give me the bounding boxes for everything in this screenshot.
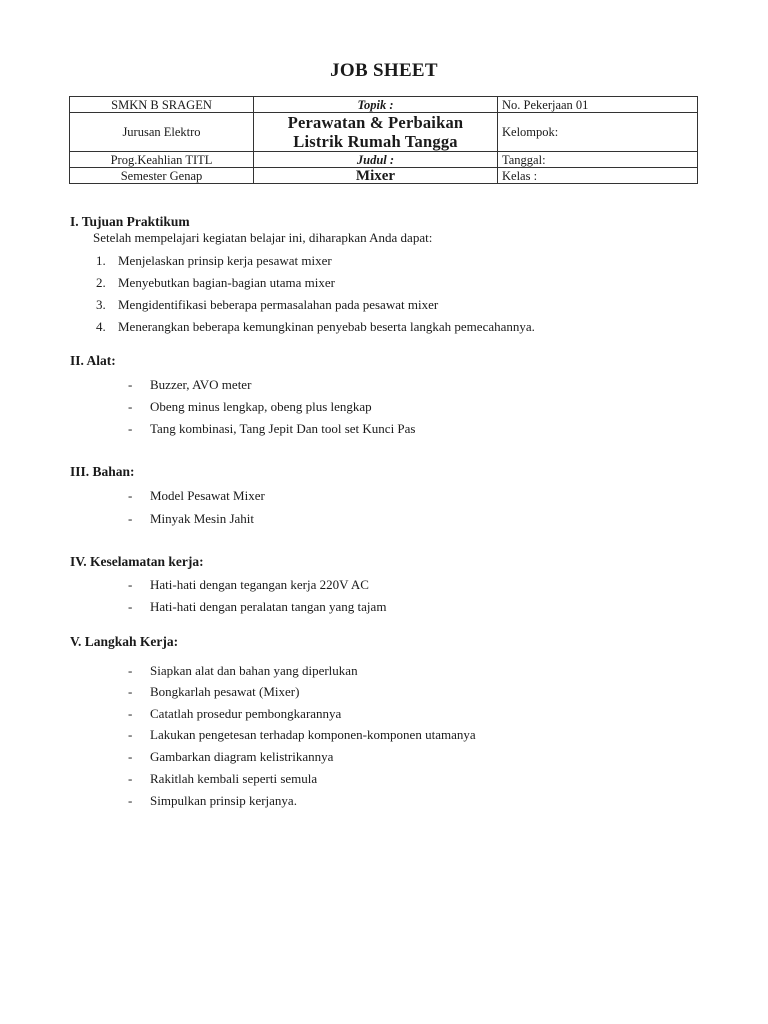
dash-bullet: - [128, 793, 133, 808]
dash-bullet: - [128, 771, 133, 786]
langkah-item [128, 684, 299, 700]
topik-value-cell [254, 113, 498, 152]
item-text: Menerangkan beberapa kemungkinan penyebab beserta langkah pemecahannya. [118, 319, 535, 334]
langkah-item [128, 706, 341, 722]
dash-bullet: - [128, 684, 133, 699]
kelompok-cell: Kelompok: [498, 113, 698, 152]
item-number: 3. [96, 297, 106, 312]
bahan-item [128, 488, 265, 504]
tujuan-heading: I. Tujuan Praktikum [70, 214, 190, 229]
semester-cell: Semester Genap [70, 168, 254, 184]
keselamatan-item [128, 577, 369, 593]
dash-bullet: - [128, 706, 133, 721]
tujuan-item [96, 275, 335, 291]
item-text: Obeng minus lengkap, obeng plus lengkap [150, 399, 372, 414]
topik-label-cell: Topik : [254, 97, 498, 113]
keselamatan-heading: IV. Keselamatan kerja: [70, 554, 204, 569]
dash-bullet: - [128, 399, 133, 414]
dash-bullet: - [128, 663, 133, 678]
langkah-item [128, 663, 358, 679]
item-text: Hati-hati dengan tegangan kerja 220V AC [150, 577, 369, 592]
dash-bullet: - [128, 599, 133, 614]
dash-bullet: - [128, 377, 133, 392]
dash-bullet: - [128, 727, 133, 742]
item-text: Bongkarlah pesawat (Mixer) [150, 684, 300, 699]
alat-item [128, 421, 416, 437]
item-text: Tang kombinasi, Tang Jepit Dan tool set Kunci Pas [150, 421, 416, 436]
dash-bullet: - [128, 511, 133, 526]
langkah-item [128, 749, 333, 765]
langkah-heading: V. Langkah Kerja: [70, 634, 179, 649]
topik-line-2: Listrik Rumah Tangga [293, 132, 458, 151]
program-cell: Prog.Keahlian TITL [70, 152, 254, 168]
item-text: Menyebutkan bagian-bagian utama mixer [118, 275, 335, 290]
dash-bullet: - [128, 577, 133, 592]
item-text: Menjelaskan prinsip kerja pesawat mixer [118, 253, 332, 268]
judul-label-cell: Judul : [254, 152, 498, 168]
header-row-2 [70, 113, 698, 152]
school-cell: SMKN B SRAGEN [70, 97, 254, 113]
tanggal-cell: Tanggal: [498, 152, 698, 168]
kelas-cell: Kelas : [498, 168, 698, 184]
no-pekerjaan-cell: No. Pekerjaan 01 [498, 97, 698, 113]
tujuan-item [96, 297, 438, 313]
header-row-4 [70, 168, 698, 184]
item-number: 4. [96, 319, 106, 334]
item-number: 2. [96, 275, 106, 290]
judul-value-cell: Mixer [254, 168, 498, 184]
header-row-3 [70, 152, 698, 168]
item-text: Hati-hati dengan peralatan tangan yang tajam [150, 599, 387, 614]
langkah-item [128, 771, 317, 787]
topik-line-1: Perawatan & Perbaikan [287, 113, 464, 132]
dash-bullet: - [128, 421, 133, 436]
tujuan-intro: Setelah mempelajari kegiatan belajar ini, diharapkan Anda dapat: [93, 230, 433, 245]
document-title: JOB SHEET [330, 60, 438, 81]
item-text: Lakukan pengetesan terhadap komponen-komponen utamanya [150, 727, 476, 742]
tujuan-item [96, 319, 535, 335]
jurusan-cell: Jurusan Elektro [70, 113, 254, 152]
alat-heading: II. Alat: [70, 353, 116, 368]
tujuan-item [96, 253, 332, 269]
bahan-item [128, 511, 254, 527]
item-text: Minyak Mesin Jahit [150, 511, 254, 526]
dash-bullet: - [128, 749, 133, 764]
item-text: Gambarkan diagram kelistrikannya [150, 749, 334, 764]
bahan-heading: III. Bahan: [70, 464, 135, 479]
langkah-item [128, 727, 476, 743]
item-text: Mengidentifikasi beberapa permasalahan pada pesawat mixer [118, 297, 439, 312]
item-text: Model Pesawat Mixer [150, 488, 265, 503]
header-table [69, 96, 698, 184]
alat-item [128, 399, 372, 415]
keselamatan-item [128, 599, 386, 615]
dash-bullet: - [128, 488, 133, 503]
item-number: 1. [96, 253, 106, 268]
langkah-item [128, 793, 297, 809]
header-row-1 [70, 97, 698, 113]
item-text: Buzzer, AVO meter [150, 377, 252, 392]
item-text: Siapkan alat dan bahan yang diperlukan [150, 663, 358, 678]
alat-item [128, 377, 251, 393]
item-text: Simpulkan prinsip kerjanya. [150, 793, 297, 808]
item-text: Rakitlah kembali seperti semula [150, 771, 318, 786]
item-text: Catatlah prosedur pembongkarannya [150, 706, 342, 721]
